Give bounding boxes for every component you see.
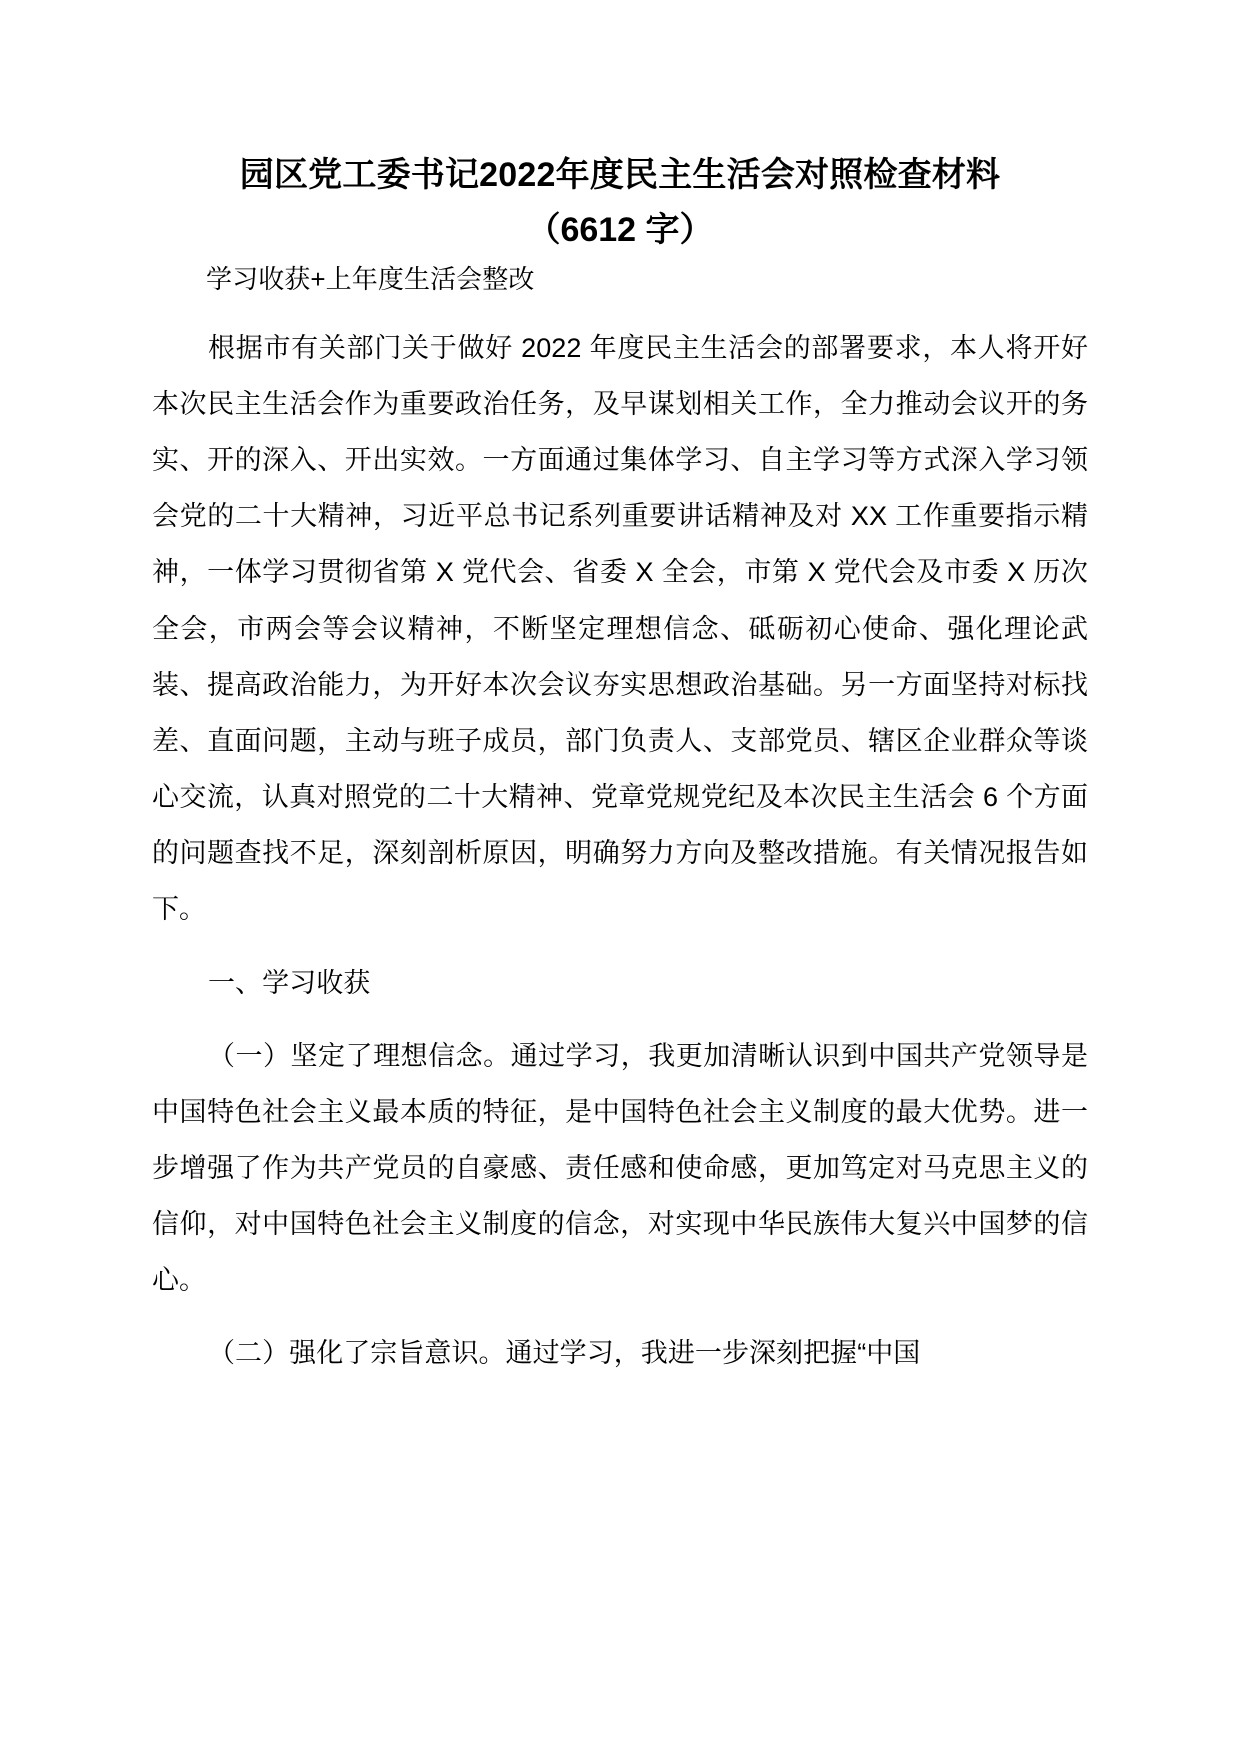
page-subtitle: （6612 字）: [526, 211, 714, 250]
paragraph-section-one-b: （二）强化了宗旨意识。通过学习，我进一步深刻把握“中国: [208, 1338, 921, 1369]
section-heading-one: 一、学习收获: [208, 967, 371, 998]
lead-note: 学习收获+上年度生活会整改: [206, 264, 535, 295]
page-title-text: 园区党工委书记2022年度民主生活会对照检查材料: [239, 156, 1001, 194]
paragraph-section-one-a: （一）坚定了理想信念。通过学习，我更加清晰认识到中国共产党领导是中国特色社会主义最本质的特征，是中国特色社会主义制度的最大优势。进一步增强了作为共产党员的自豪感、责任感和使命感，更加笃定对马克思主义的信仰，对中国特色社会主义制度的信念，对实现中华民族伟大复兴中国梦的信心。: [152, 1040, 1088, 1296]
document-body: [152, 258, 1088, 1381]
paragraph-intro: 根据市有关部门关于做好 2022 年度民主生活会的部署要求，本人将开好本次民主生活会作为重要政治任务，及早谋划相关工作，全力推动会议开的务实、开的深入、开出实效。一方面通过集体学习、自主学习等方式深入学习领会党的二十大精神，习近平总书记系列重要讲话精神及对 XX 工作重要指示精神，一体学习贯彻省第 X 党代会、省委 X 全会，市第 X 党代会及市委 X 历次全会，市两会等会议精神，不断坚定理想信念、砥砺初心使命、强化理论武装、提高政治能力，为开好本次会议夯实思想政治基础。另一方面坚持对标找差、直面问题，主动与班子成员，部门负责人、支部党员、辖区企业群众等谈心交流，认真对照党的二十大精神、党章党规党纪及本次民主生活会 6 个方面的问题查找不足，深刻剖析原因，明确努力方向及整改措施。有关情况报告如下。: [152, 332, 1088, 925]
page-title: [152, 148, 1088, 203]
